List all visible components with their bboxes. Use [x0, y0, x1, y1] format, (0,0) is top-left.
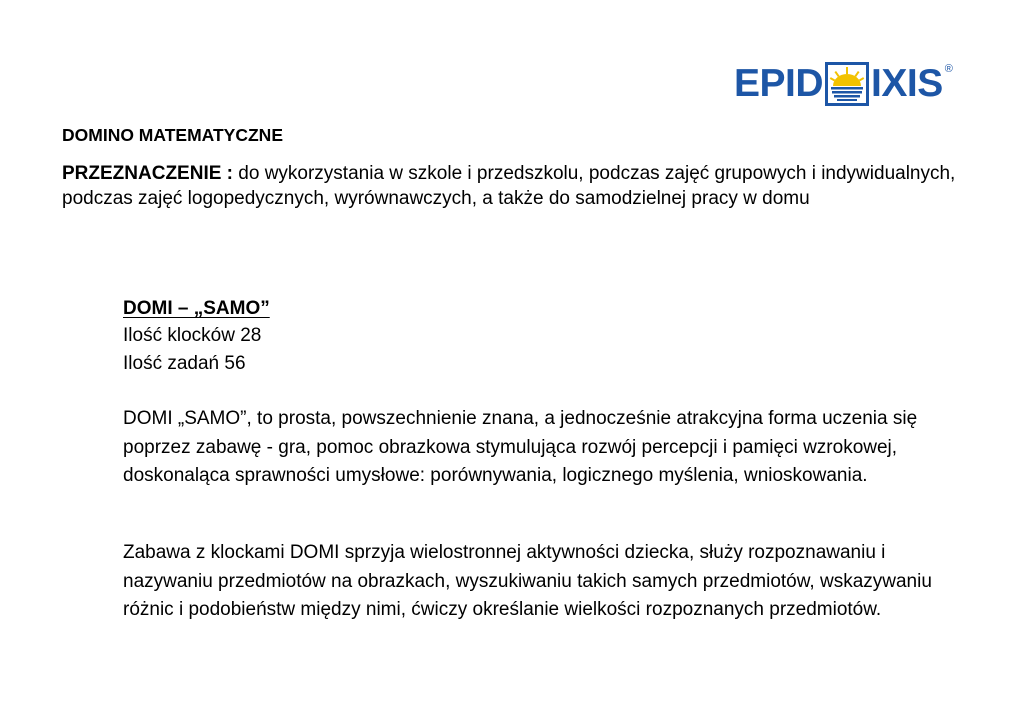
registered-mark: ®: [944, 63, 953, 75]
epideixis-logo: [734, 62, 952, 106]
logo-text-left: EPID: [734, 62, 824, 105]
product-info: [123, 296, 983, 378]
purpose-text: do wykorzystania w szkole i przedszkolu, podczas zajęć grupowych i indywidualnych, podczas zajęć logopedycznych, wyrównawczych, a także do samodzielnej pracy w domu: [62, 163, 956, 209]
logo-text-right: IXIS: [871, 62, 943, 105]
sunrise-logo-icon: [825, 62, 869, 106]
purpose-label: PRZEZNACZENIE :: [62, 163, 233, 184]
tasks-count: Ilość zadań 56: [123, 353, 246, 374]
blocks-count: Ilość klocków 28: [123, 325, 262, 346]
description-paragraph: DOMI „SAMO”, to prosta, powszechnienie znana, a jednocześnie atrakcyjna forma uczenia się poprzez zabawę - gra, pomoc obrazkowa stymulująca rozwój percepcji i pamięci wzrokowej, doskonaląca sprawności umysłowe: porównywania, logicznego myślenia, wnioskowania.: [123, 408, 918, 486]
product-name: DOMI – „SAMO”: [123, 298, 270, 319]
document-title: DOMINO MATEMATYCZNE: [62, 125, 283, 145]
description-paragraph: Zabawa z klockami DOMI sprzyja wielostronnej aktywności dziecka, służy rozpoznawaniu i nazywaniu przedmiotów na obrazkach, wyszukiwaniu takich samych przedmiotów, wskazywaniu różnic i podobieństw między nimi, ćwiczy określanie wielkości rozpoznanych przedmiotów.: [123, 542, 932, 620]
purpose-paragraph: [62, 161, 972, 211]
